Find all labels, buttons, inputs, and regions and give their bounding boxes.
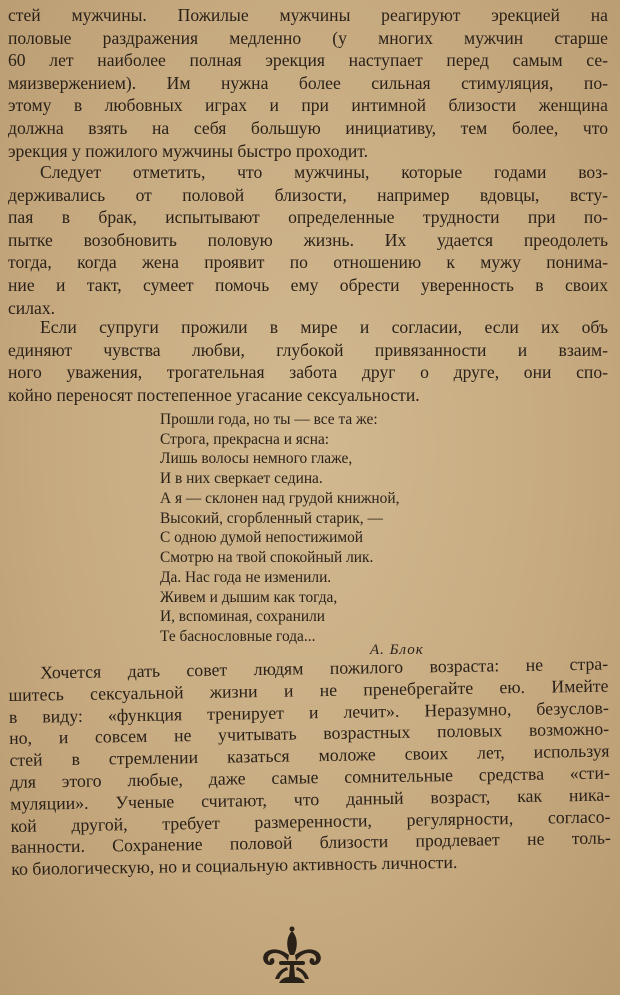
text-line: половые раздражения медленно (у многих мужчин старше (8, 27, 608, 48)
text-line: эрекция у пожилого мужчины быстро проходит. (8, 140, 369, 161)
text-line: тогда, когда жена проявит по отношению к мужу понима- (8, 252, 608, 273)
text-line: ного уважения, трогательная забота друг о друге, они спо- (8, 362, 608, 383)
paragraph-2 (8, 161, 608, 319)
text-line: пытке возобновить половую жизнь. Их удается преодолеть (8, 229, 608, 250)
text-line: стей мужчины. Пожилые мужчины реагируют эрекцией на (8, 5, 608, 25)
poem-line: С одною думой непостижимой (160, 529, 364, 547)
poem-stanza-2 (160, 489, 500, 567)
text-line: ванности. Сохранение половой близости продлевает не толь- (10, 827, 611, 858)
text-line: но, и совсем не учитывать возрастных половых возможно- (9, 718, 610, 749)
text-line: пая в брак, испытывают определенные трудности при по- (8, 207, 608, 228)
poem-line: Высокий, сгорбленный старик, — (160, 509, 383, 527)
poem-line: Да. Нас года не изменили. (160, 569, 332, 586)
paragraph-4 (8, 654, 611, 881)
text-line: силах. (8, 297, 56, 318)
text-line: ние и такт, сумеет помочь ему обрести уверенность в своих (8, 274, 608, 295)
poem-line: И, вспоминая, сохранили (160, 608, 326, 626)
text-line: должна взять на себя большую инициативу, тем более, что (8, 117, 608, 138)
fleur-de-lis-icon (257, 925, 327, 985)
text-line: Следует отметить, что мужчины, которые годами воз- (40, 162, 608, 182)
poem-line: А я — склонен над грудой книжной, (160, 490, 400, 507)
paragraph-3 (8, 316, 608, 406)
text-line: 60 лет наиболее полная эрекция наступает перед самым се- (8, 50, 608, 71)
poem-line: Строга, прекрасна и ясна: (160, 430, 330, 448)
text-line: Если супруги прожили в мире и согласии, если их объ (40, 317, 608, 337)
text-line: единяют чувства любви, глубокой привязанности и взаим- (8, 339, 608, 360)
text-line: Хочется дать совет людям пожилого возраста: не стра- (39, 653, 609, 683)
text-line: шитесь сексуальной жизни и не пренебрегайте ею. Имейте (8, 675, 609, 705)
poem-line: И в них сверкает седина. (160, 469, 323, 487)
poem-stanza-1 (160, 410, 500, 488)
text-line: в виду: «функция тренирует и лечит». Неразумно, безуслов- (8, 697, 609, 727)
poem-line: Прошли года, но ты — все та же: (160, 411, 378, 428)
paragraph-1 (8, 4, 608, 162)
text-line: кой другой, требует размеренности, регулярности, согласо- (10, 806, 611, 836)
text-line: держивались от половой близости, например вдовцы, всту- (8, 184, 608, 205)
poem-line: Смотрю на твой спокойный лик. (160, 548, 374, 566)
poem-line: Живем и дышим как тогда, (160, 588, 338, 606)
text-line: этому в любовных играх и при интимной близости женщина (8, 95, 608, 116)
text-line: муляции». Ученые считают, что данный возраст, как ника- (10, 784, 611, 814)
poem-author-signature: А. Блок (370, 642, 424, 658)
poem-line: Лишь волосы немного глаже, (160, 450, 353, 468)
text-line: койно переносят постепенное угасание сексуальности. (8, 384, 420, 405)
poem-line: Те баснословные года... (160, 627, 316, 645)
text-line: стей в стремлении казаться моложе своих лет, используя (9, 740, 610, 771)
text-line: для этого любые, даже самые сомнительные средства «сти- (9, 762, 610, 792)
text-line: ко биологическую, но и социальную активность личности. (11, 852, 458, 880)
text-line: мяизвержением). Им нужна более сильная стимуляция, по- (8, 72, 608, 93)
poem-stanza-3 (160, 568, 500, 646)
